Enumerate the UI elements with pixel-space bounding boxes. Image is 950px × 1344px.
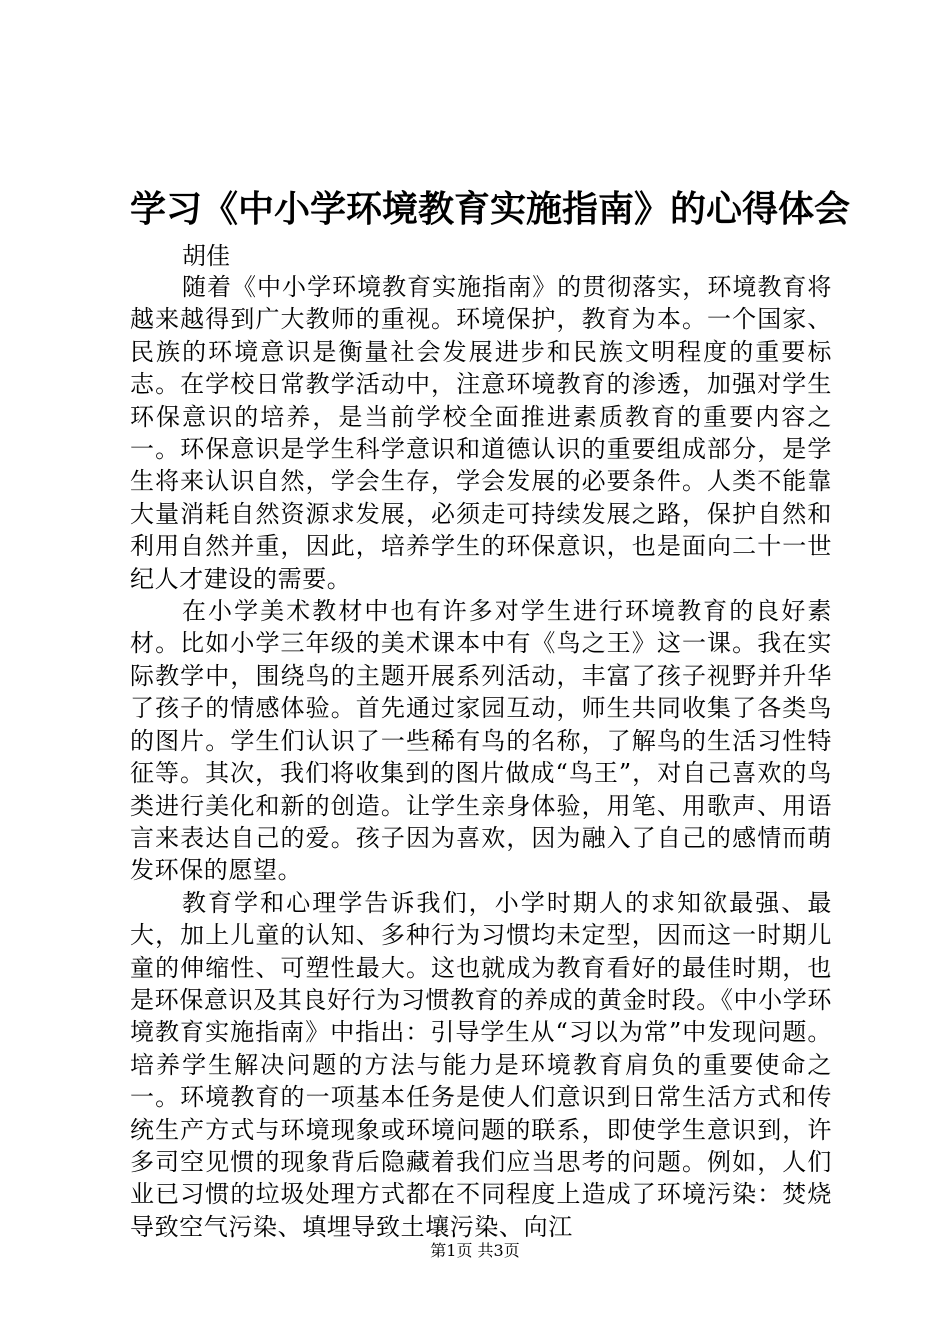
document-body [130, 271, 832, 1243]
paragraph: 教育学和心理学告诉我们，小学时期人的求知欲最强、最大，加上儿童的认知、多种行为习惯均未定型，因而这一时期儿童的伸缩性、可塑性最大。这也就成为教育看好的最佳时期，也是环保意识及其良好行为习惯教育的养成的黄金时段。《中小学环境教育实施指南》中指出：引导学生从“习以为常”中发现问题。培养学生解决问题的方法与能力是环境教育肩负的重要使命之一。环境教育的一项基本任务是使人们意识到日常生活方式和传统生产方式与环境现象或环境问题的联系，即使学生意识到，许多司空见惯的现象背后隐藏着我们应当思考的问题。例如，人们业已习惯的垃圾处理方式都在不同程度上造成了环境污染：焚烧导致空气污染、填埋导致土壤污染、向江 [130, 888, 832, 1241]
paragraph: 在小学美术教材中也有许多对学生进行环境教育的良好素材。比如小学三年级的美术课本中有《鸟之王》这一课。我在实际教学中，围绕鸟的主题开展系列活动，丰富了孩子视野并升华了孩子的情感体验。首先通过家园互动，师生共同收集了各类鸟的图片。学生们认识了一些稀有鸟的名称，了解鸟的生活习性特征等。其次，我们将收集到的图片做成“鸟王”，对自己喜欢的鸟类进行美化和新的创造。让学生亲身体验，用笔、用歌声、用语言来表达自己的爱。孩子因为喜欢，因为融入了自己的感情而萌发环保的愿望。 [130, 597, 832, 885]
author-name: 胡佳 [182, 242, 230, 270]
paragraph: 随着《中小学环境教育实施指南》的贯彻落实，环境教育将越来越得到广大教师的重视。环境保护，教育为本。一个国家、民族的环境意识是衡量社会发展进步和民族文明程度的重要标志。在学校日常教学活动中，注意环境教育的渗透，加强对学生环保意识的培养，是当前学校全面推进素质教育的重要内容之一。环保意识是学生科学意识和道德认识的重要组成部分，是学生将来认识自然，学会生存，学会发展的必要条件。人类不能靠大量消耗自然资源求发展，必须走可持续发展之路，保护自然和利用自然并重，因此，培养学生的环保意识，也是面向二十一世纪人才建设的需要。 [130, 273, 832, 593]
page-footer: 第1页 共3页 [430, 1241, 520, 1260]
document-title: 学习《中小学环境教育实施指南》的心得体会 [130, 188, 851, 230]
